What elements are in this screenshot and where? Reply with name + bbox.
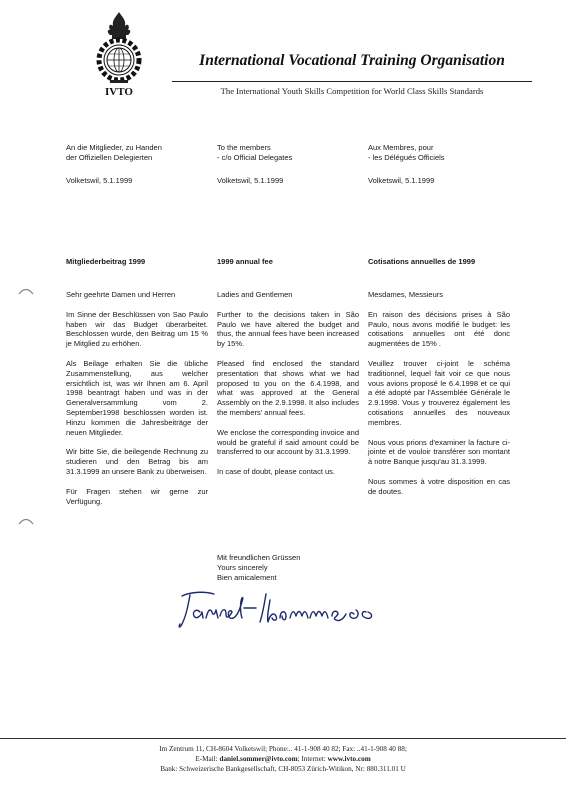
letter-body xyxy=(66,290,208,516)
paragraph: Pleased find enclosed the standard presentation that shows what we had proposed to you on the 6.4.1998, and what was approved at the General Assembly on the 2.9.1998. It also includes the members' annual fees. xyxy=(217,358,359,417)
letter-date: Volketswil, 5.1.1999 xyxy=(368,176,435,185)
salutation: Ladies and Gentlemen xyxy=(217,290,293,299)
closing-german: Mit freundlichen Grüssen xyxy=(217,553,301,562)
paragraph: Veuillez trouver ci-joint le schéma traditionnel, lequel fait voir ce que nous vous avions proposé le 6.4.1998 et ce qui a été adopté par l'Assemblée Générale le 2.9.1998. Vous y trouverez également les cotisations annuelles des nouveaux membres. xyxy=(368,358,510,427)
closing-english: Yours sincerely xyxy=(217,562,268,572)
handwritten-signature xyxy=(170,578,410,638)
internet-label: ; Internet: xyxy=(297,755,328,763)
punch-hole-mark xyxy=(18,516,34,526)
closing-french: Bien amicalement xyxy=(217,572,277,582)
recipient-address xyxy=(368,143,510,173)
letter-subject: Mitgliederbeitrag 1999 xyxy=(66,257,146,266)
footer-contact xyxy=(60,754,506,764)
letter-subject: Cotisations annuelles de 1999 xyxy=(368,257,476,266)
paragraph: En raison des décisions prises à São Paulo, nous avons modifié le budget: les cotisations annuelles ont été donc augmentées de 15% . xyxy=(368,309,510,349)
paragraph: Nous sommes à votre disposition en cas de doutes. xyxy=(368,476,510,496)
recipient-address xyxy=(66,143,208,173)
paragraph: Nous vous prions d'examiner la facture ci-jointe et de vouloir transférer son montant à notre Banque jusqu'au 31.3.1999. xyxy=(368,437,510,467)
letter-date: Volketswil, 5.1.1999 xyxy=(66,176,133,185)
paragraph: Für Fragen stehen wir gerne zur Verfügung. xyxy=(66,486,208,506)
organisation-subtitle: The International Youth Skills Competition for World Class Skills Standards xyxy=(220,86,484,96)
letter-subject: 1999 annual fee xyxy=(217,257,273,266)
footer-address: Im Zentrum 11, CH-8604 Volketswil; Phone:.. 41-1-908 40 82; Fax: ..41-1-908 40 88; xyxy=(159,745,407,753)
address-line: An die Mitglieder, zu Handen xyxy=(66,143,162,152)
paragraph: Als Beilage erhalten Sie die übliche Zusammenstellung, aus welcher ersichtlich ist, was wir Ihnen am 6. April 1998 beantragt haben und was in der Generalversammlung vom 2. September1998 beschlossen worden ist. Hinzu kommen die Jahresbeiträge der neuen Mitglieder. xyxy=(66,358,208,437)
salutation: Sehr geehrte Damen und Herren xyxy=(66,290,176,299)
footer-email[interactable]: daniel.sommer@ivto.com xyxy=(219,755,298,763)
address-line: - c/o Official Delegates xyxy=(217,152,293,162)
paragraph: Im Sinne der Beschlüssen von Sao Paulo haben wir das Budget überarbeitet. Beschlossen wurde, den Beitrag um 15 % je Mitglied zu erhöhen. xyxy=(66,309,208,349)
paragraph: Further to the decisions taken in São Paulo we have altered the budget and thus, the annual fees have been increased by 15%. xyxy=(217,309,359,349)
header-rule xyxy=(172,81,532,82)
email-label: E-Mail: xyxy=(195,755,220,763)
ivto-logo xyxy=(88,10,150,98)
salutation: Mesdames, Messieurs xyxy=(368,290,444,299)
address-line: Aux Membres, pour xyxy=(368,143,434,152)
paragraph: In case of doubt, please contact us. xyxy=(217,467,335,477)
address-line: der Offiziellen Delegierten xyxy=(66,152,153,162)
recipient-address xyxy=(217,143,359,173)
letter-body xyxy=(368,290,510,507)
letter-body xyxy=(217,290,359,487)
column-english xyxy=(217,143,359,477)
column-german xyxy=(66,143,208,506)
footer-website[interactable]: www.ivto.com xyxy=(327,755,371,763)
letterhead-footer xyxy=(60,744,506,774)
letter-date: Volketswil, 5.1.1999 xyxy=(217,176,284,185)
paragraph: We enclose the corresponding invoice and would be grateful if said amount could be transferred to our account by 31.3.1999. xyxy=(217,427,359,457)
footer-rule xyxy=(0,738,566,739)
punch-hole-mark xyxy=(18,286,34,296)
column-french xyxy=(368,143,510,496)
footer-bank: Bank: Schweizerische Bankgesellschaft, CH-8053 Zürich-Witikon, Nr: 880.311.01 U xyxy=(160,765,406,773)
address-line: - les Délégués Officiels xyxy=(368,152,445,162)
logo-text: IVTO xyxy=(105,86,133,98)
paragraph: Wir bitte Sie, die beilegende Rechnung zu studieren und den Betrag bis am 31.3.1999 an unsere Bank zu überweisen. xyxy=(66,447,208,476)
organisation-title: International Vocational Training Organisation xyxy=(199,52,505,69)
address-line: To the members xyxy=(217,143,271,152)
